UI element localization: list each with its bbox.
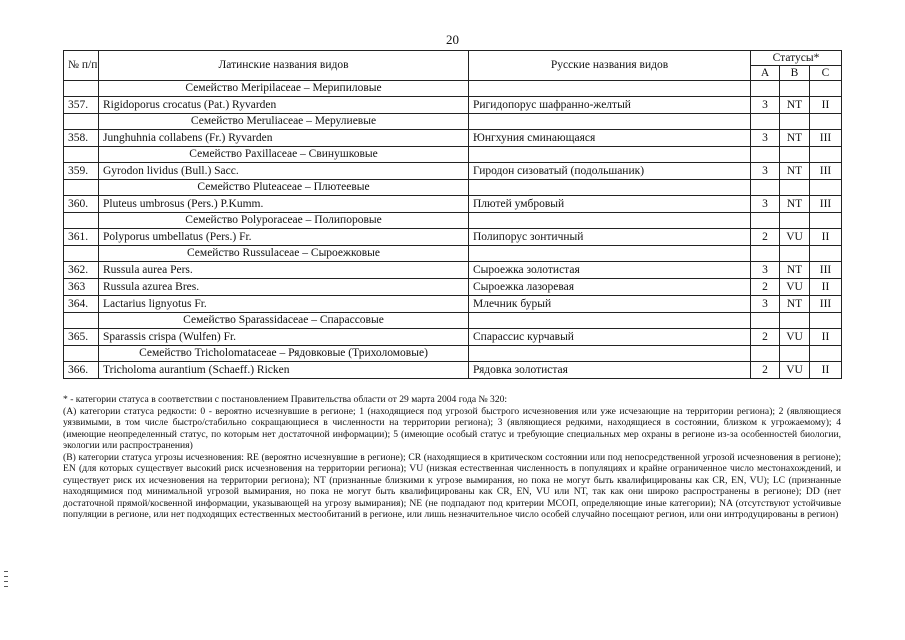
- status-c: II: [810, 229, 842, 246]
- header-latin-names: Латинские названия видов: [99, 51, 469, 81]
- header-status-b: В: [780, 66, 810, 81]
- russian-name: Рядовка золотистая: [469, 362, 751, 379]
- status-c: II: [810, 362, 842, 379]
- page-number: 20: [446, 32, 459, 47]
- status-b: NT: [780, 97, 810, 114]
- status-c: III: [810, 163, 842, 180]
- latin-name: Junghuhnia collabens (Fr.) Ryvarden: [99, 130, 469, 147]
- russian-name: Сыроежка лазоревая: [469, 279, 751, 296]
- latin-name: Pluteus umbrosus (Pers.) P.Kumm.: [99, 196, 469, 213]
- russian-name: Плютей умбровый: [469, 196, 751, 213]
- table-row: [64, 196, 842, 213]
- status-a: 2: [751, 362, 780, 379]
- latin-name: Tricholoma aurantium (Schaeff.) Ricken: [99, 362, 469, 379]
- status-a: 3: [751, 130, 780, 147]
- latin-name: Russula aurea Pers.: [99, 262, 469, 279]
- russian-name: Сыроежка золотистая: [469, 262, 751, 279]
- footnote: [63, 394, 841, 521]
- status-c: II: [810, 97, 842, 114]
- latin-name: Gyrodon lividus (Bull.) Sacc.: [99, 163, 469, 180]
- latin-name: Russula azurea Bres.: [99, 279, 469, 296]
- table-row: [64, 362, 842, 379]
- latin-name: Rigidoporus crocatus (Pat.) Ryvarden: [99, 97, 469, 114]
- status-b: VU: [780, 362, 810, 379]
- family-row: [64, 147, 842, 163]
- status-b: NT: [780, 296, 810, 313]
- status-c: III: [810, 130, 842, 147]
- status-a: 2: [751, 279, 780, 296]
- row-number: 366.: [64, 362, 99, 379]
- russian-name: Гиродон сизоватый (подольшаник): [469, 163, 751, 180]
- row-number: 365.: [64, 329, 99, 346]
- status-b: VU: [780, 229, 810, 246]
- family-row: [64, 180, 842, 196]
- family-name: Семейство Meruliaceae – Мерулиевые: [99, 114, 469, 130]
- family-row: [64, 114, 842, 130]
- footnote-threat-categories: (В) категории статуса угрозы исчезновения: RE (вероятно исчезнувшие в регионе); CR (находящиеся в критическом состоянии или под непосредственной угрозой исчезновения в регионе); EN (для которых существует высокий риск исчезновения на территории региона); VU (низкая естественная численность в популяциях и крайне ограниченное число местонахождений, и существует риск их исчезновения на территории региона); NT (признанные близкими к угрозе вымирания, но пока не могут быть квалифицированы как CR, EN, VU); LC (признанные находящимися под минимальной угрозой вымирания, но пока не могут быть квалифицированы как CR, EN, VU или NT, так как они широко распространены в регионе); DD (нет достаточной прямой/косвенной информации, указывающей на угрозу вымирания); NE (не подпадают под критерии МСОП, определяющие иные категории); NA (отсутствуют устойчивые популяции в регионе, или нет подходящих естественных местообитаний в регионе, или лишь незначительное число особей случайно посещают регион, или они интродуцированы в регион): [63, 451, 841, 520]
- status-a: 3: [751, 97, 780, 114]
- status-a: 3: [751, 262, 780, 279]
- status-a: 3: [751, 163, 780, 180]
- table-row: [64, 296, 842, 313]
- status-b: NT: [780, 130, 810, 147]
- latin-name: Lactarius lignyotus Fr.: [99, 296, 469, 313]
- family-row: [64, 313, 842, 329]
- species-table: [63, 50, 842, 379]
- scan-edge-marks: [4, 571, 8, 587]
- family-name: Семейство Russulaceae – Сыроежковые: [99, 246, 469, 262]
- family-row: [64, 213, 842, 229]
- family-name: Семейство Paxillaceae – Свинушковые: [99, 147, 469, 163]
- family-name: Семейство Tricholomataceae – Рядовковые (Трихоломовые): [99, 346, 469, 362]
- row-number: 363: [64, 279, 99, 296]
- header-status-a: А: [751, 66, 780, 81]
- table-row: [64, 229, 842, 246]
- family-name: Семейство Polyporaceae – Полипоровые: [99, 213, 469, 229]
- status-b: NT: [780, 196, 810, 213]
- status-a: 3: [751, 296, 780, 313]
- family-row: [64, 246, 842, 262]
- table-row: [64, 130, 842, 147]
- status-a: 3: [751, 196, 780, 213]
- table-row: [64, 97, 842, 114]
- row-number: 358.: [64, 130, 99, 147]
- status-b: NT: [780, 262, 810, 279]
- status-c: III: [810, 262, 842, 279]
- family-name: Семейство Meripilaceae – Мерипиловые: [99, 81, 469, 97]
- row-number: 360.: [64, 196, 99, 213]
- header-num: № п/п: [64, 51, 99, 81]
- family-name: Семейство Sparassidaceae – Спарассовые: [99, 313, 469, 329]
- status-c: III: [810, 196, 842, 213]
- row-number: 359.: [64, 163, 99, 180]
- table-row: [64, 262, 842, 279]
- table-row: [64, 329, 842, 346]
- row-number: 364.: [64, 296, 99, 313]
- status-c: II: [810, 279, 842, 296]
- header-russian-names: Русские названия видов: [469, 51, 751, 81]
- footnote-rarity-categories: (А) категории статуса редкости: 0 - вероятно исчезнувшие в регионе; 1 (находящиеся под угрозой быстрого исчезновения или уже исчезающие на территории региона); 2 (являющиеся уязвимыми, в том числе быстро/стабильно сокращающиеся в численности на территории региона); 3 (являющиеся редкими, находящиеся в состоянии, близком к угрожаемому); 4 (имеющие неопределенный статус, по которым нет достаточной информации); 5 (имеющие особый статус и требующие специальных мер охраны в регионе из-за особенностей биологии, экологии или распространения): [63, 405, 841, 451]
- status-b: NT: [780, 163, 810, 180]
- status-a: 2: [751, 329, 780, 346]
- russian-name: Полипорус зонтичный: [469, 229, 751, 246]
- table-row: [64, 279, 842, 296]
- russian-name: Юнгхуния сминающаяся: [469, 130, 751, 147]
- table-body: [64, 81, 842, 379]
- status-b: VU: [780, 329, 810, 346]
- family-row: [64, 346, 842, 362]
- row-number: 357.: [64, 97, 99, 114]
- header-statuses: Статусы*: [751, 51, 842, 66]
- status-b: VU: [780, 279, 810, 296]
- header-status-c: С: [810, 66, 842, 81]
- russian-name: Млечник бурый: [469, 296, 751, 313]
- latin-name: Sparassis crispa (Wulfen) Fr.: [99, 329, 469, 346]
- table-row: [64, 163, 842, 180]
- family-name: Семейство Pluteaceae – Плютеевые: [99, 180, 469, 196]
- russian-name: Спарассис курчавый: [469, 329, 751, 346]
- footnote-intro: * - категории статуса в соответствии с постановлением Правительства области от 29 марта 2004 года № 320:: [63, 394, 508, 405]
- status-a: 2: [751, 229, 780, 246]
- family-row: [64, 81, 842, 97]
- status-c: III: [810, 296, 842, 313]
- row-number: 361.: [64, 229, 99, 246]
- russian-name: Ригидопорус шафранно-желтый: [469, 97, 751, 114]
- latin-name: Polyporus umbellatus (Pers.) Fr.: [99, 229, 469, 246]
- status-c: II: [810, 329, 842, 346]
- row-number: 362.: [64, 262, 99, 279]
